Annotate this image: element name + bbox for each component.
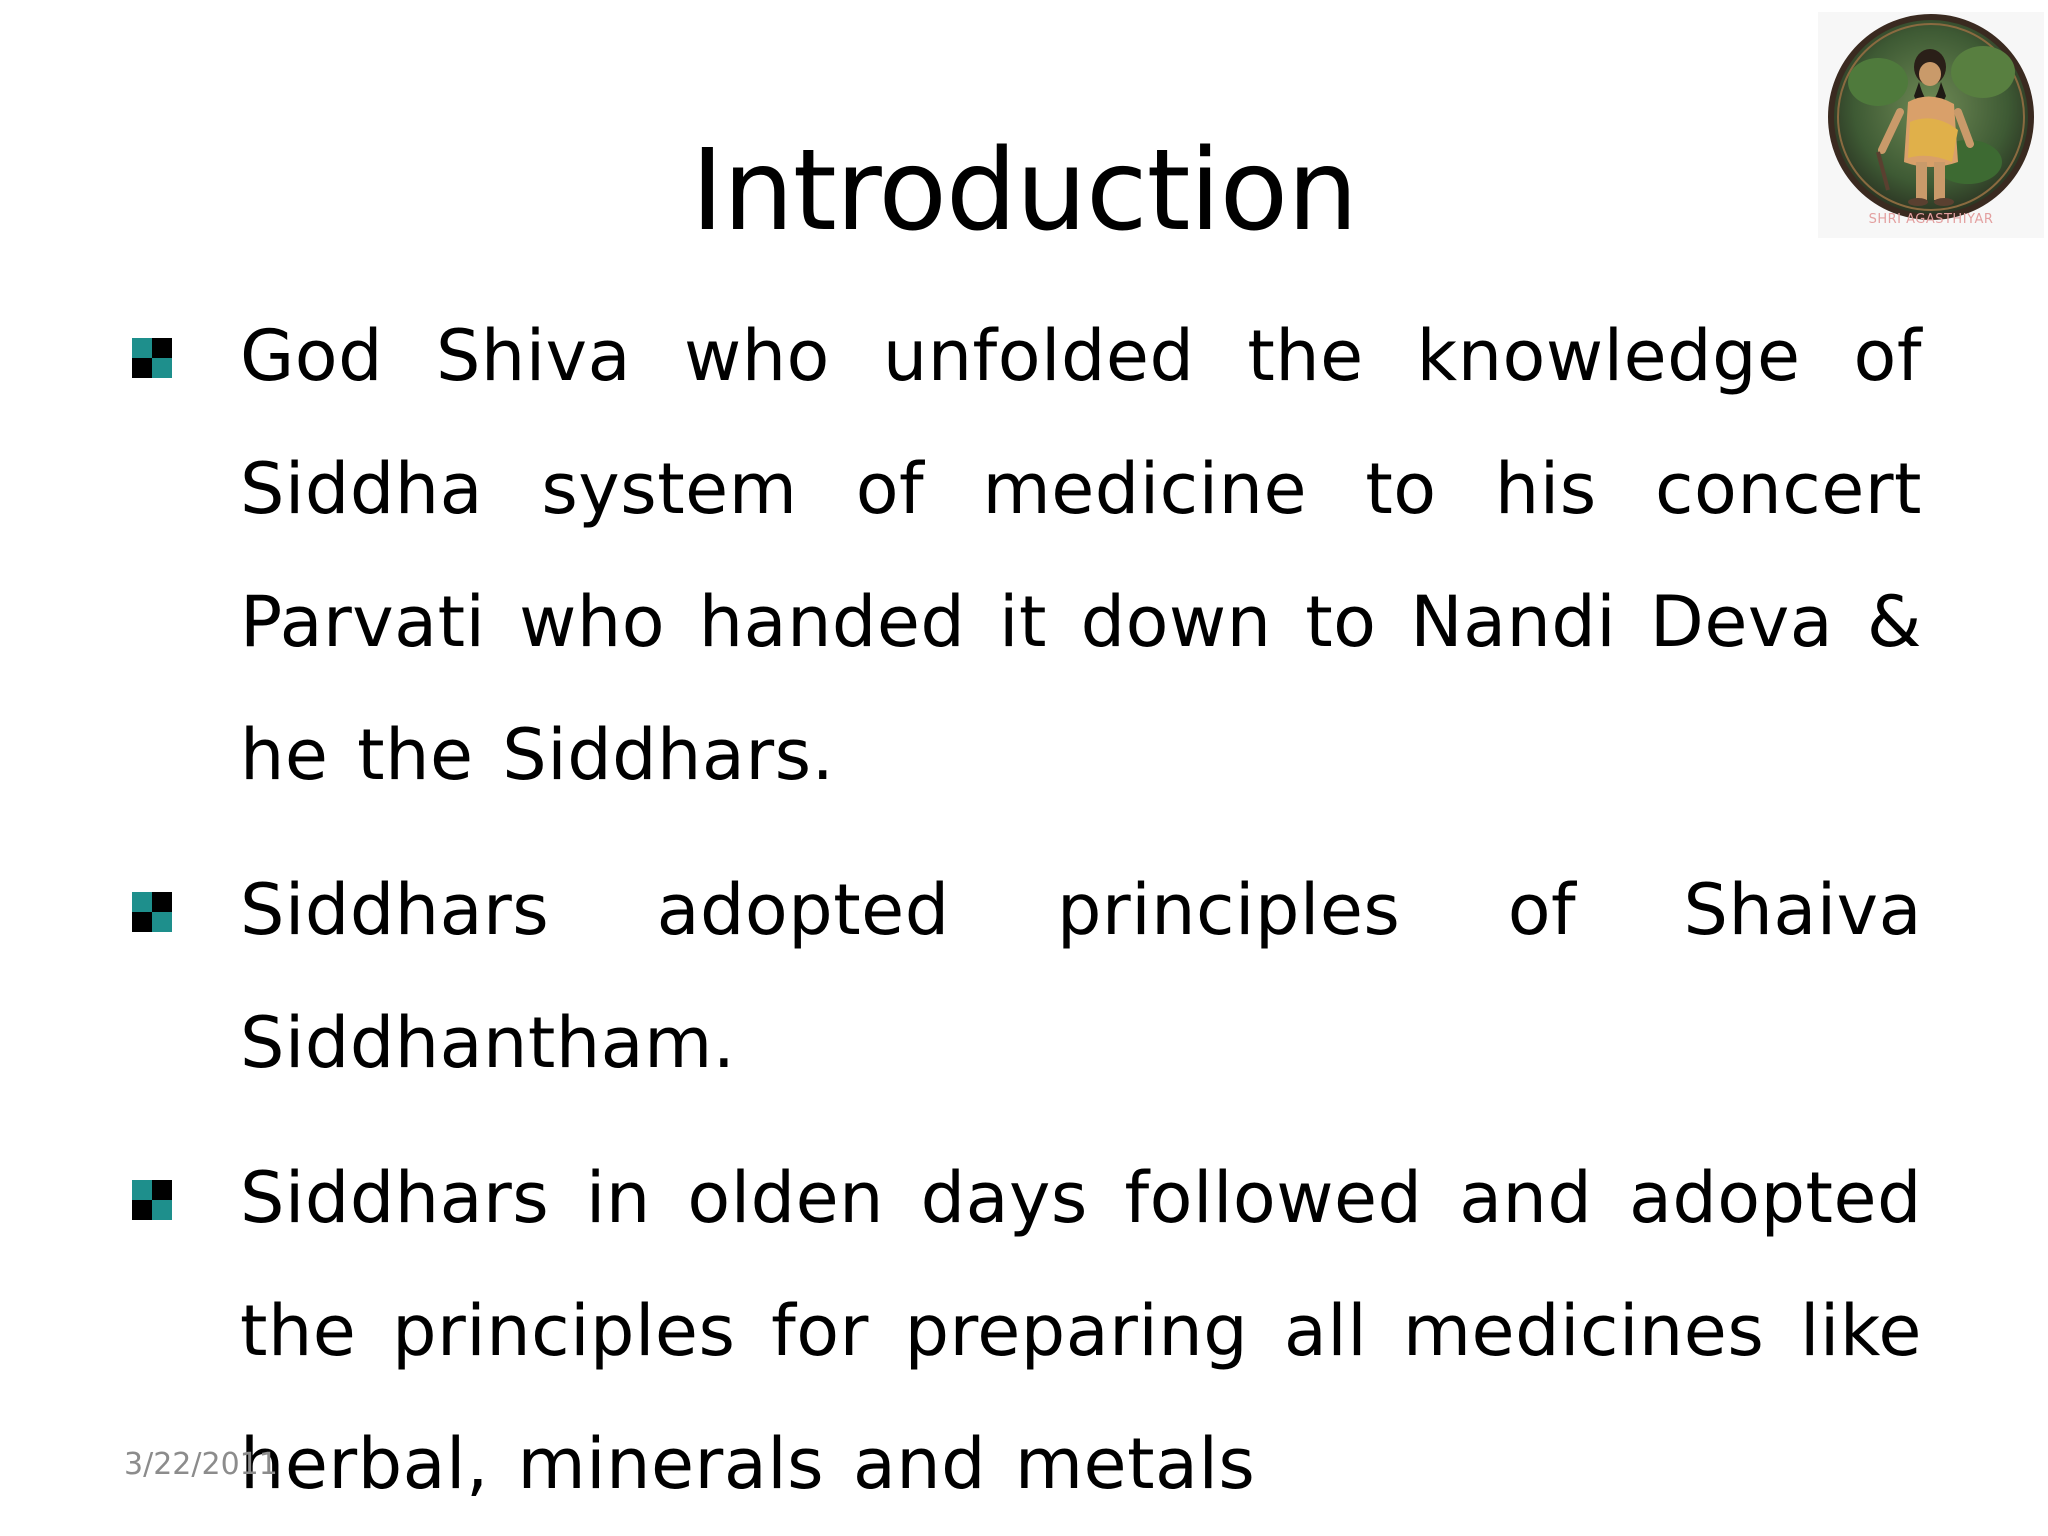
agasthiyar-logo bbox=[1818, 12, 2044, 238]
bullet-text: Siddhars adopted principles of Shaiva Siddhantham. bbox=[240, 869, 1922, 1084]
bullet-item bbox=[240, 1132, 1922, 1531]
sage-portrait-icon bbox=[1818, 12, 2044, 238]
square-bullet-icon bbox=[132, 892, 172, 932]
footer-date: 3/22/2011 bbox=[124, 1447, 278, 1482]
slide-title: Introduction bbox=[690, 126, 1358, 256]
bullet-text: Siddhars in olden days followed and adopted the principles for preparing all medicines like herbal, minerals and metals bbox=[240, 1157, 1922, 1505]
bullet-text: God Shiva who unfolded the knowledge of Siddha system of medicine to his concert Parvati who handed it down to Nandi Deva & he the Siddhars. bbox=[240, 315, 1922, 796]
bullet-item bbox=[240, 290, 1922, 822]
square-bullet-icon bbox=[132, 1180, 172, 1220]
bullet-item bbox=[240, 844, 1922, 1110]
square-bullet-icon bbox=[132, 338, 172, 378]
bullet-list bbox=[240, 290, 1922, 1531]
logo-caption: SHRI AGASTHIYAR bbox=[1868, 212, 1994, 227]
